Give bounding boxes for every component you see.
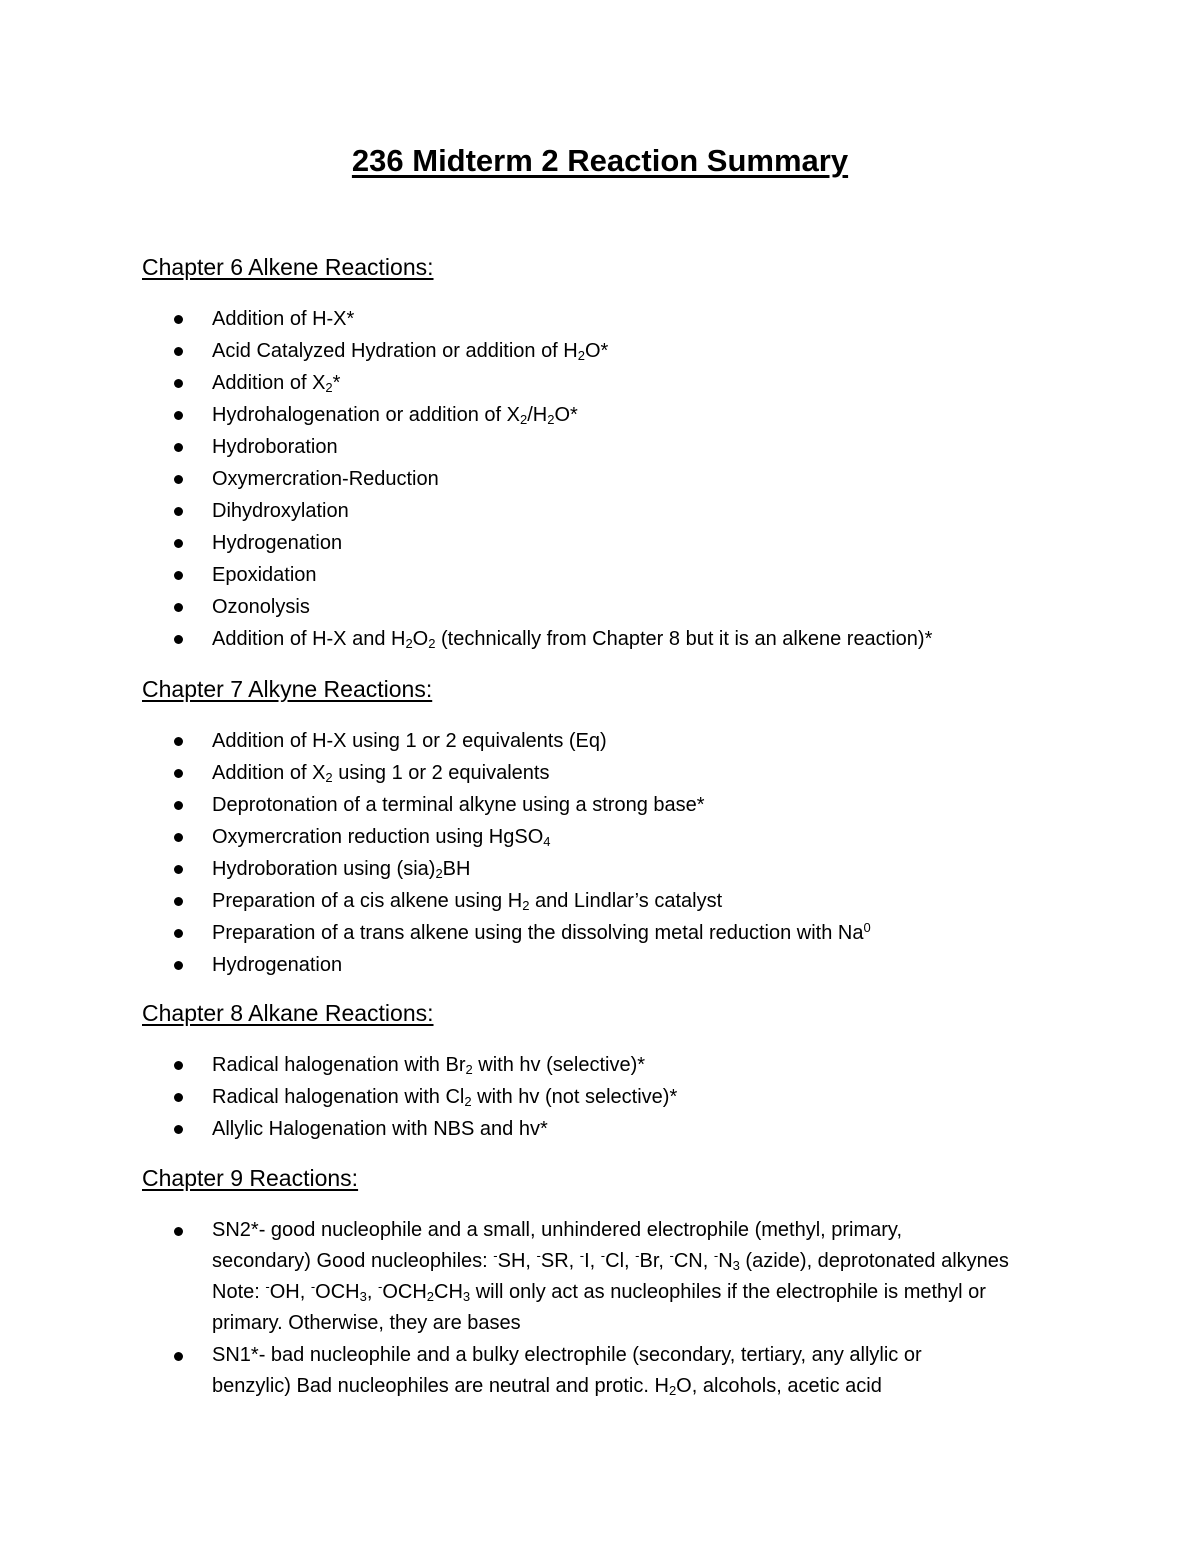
list-item: Radical halogenation with $Cl_2$ with hv (not selective)* [142, 1081, 1102, 1113]
list-item: Hydrogenation [142, 949, 1102, 981]
chapter-8-heading: Chapter 8 Alkane Reactions: [142, 1000, 434, 1026]
chapter-8-list [142, 1049, 1102, 1145]
list-item: Radical halogenation with $Br_2$ with hv (selective)* [142, 1049, 1102, 1081]
bullet-icon [174, 897, 183, 906]
bullet-icon [174, 801, 183, 810]
chapter-7-list [142, 725, 1102, 981]
list-item: Dihydroxylation [142, 495, 1102, 527]
list-item: Oxymercration-Reduction [142, 463, 1102, 495]
chapter-9-heading: Chapter 9 Reactions: [142, 1165, 359, 1191]
list-item: Hydroboration using $(sia)_2BH$ [142, 853, 1102, 885]
list-item: Preparation of a cis alkene using $H_2$ and Lindlar’s catalyst [142, 885, 1102, 917]
list-item: Addition of H-X* [142, 303, 1102, 335]
bullet-icon [174, 769, 183, 778]
bullet-icon [174, 571, 183, 580]
list-item: Acid Catalyzed Hydration or addition of $H_2O*$ [142, 335, 1102, 367]
bullet-icon [174, 635, 183, 644]
list-item: Addition of H-X using 1 or 2 equivalents (Eq) [142, 725, 1102, 757]
bullet-icon [174, 961, 183, 970]
list-item: Addition of H-X and $H_2O_2$ (technically from Chapter 8 but it is an alkene reaction)* [142, 623, 1102, 655]
page-title: 236 Midterm 2 Reaction Summary [351, 143, 849, 178]
bullet-icon [174, 379, 183, 388]
bullet-icon [174, 1352, 183, 1361]
bullet-icon [174, 1061, 183, 1070]
bullet-icon [174, 929, 183, 938]
chapter-6-list [142, 303, 1102, 655]
bullet-icon [174, 1227, 183, 1236]
bullet-icon [174, 865, 183, 874]
list-item: Ozonolysis [142, 591, 1102, 623]
list-item: Hydrogenation [142, 527, 1102, 559]
list-item-sn1: SN1*- bad nucleophile and a bulky electrophile (secondary, tertiary, any allylic or benzylic) Bad nucleophiles are neutral and protic. $H_2O$, alcohols, acetic acid [142, 1340, 1102, 1402]
list-item: Preparation of a trans alkene using the dissolving metal reduction with Na$^0$ [142, 917, 1102, 949]
bullet-icon [174, 603, 183, 612]
list-item: Oxymercration reduction using HgSO$_4$ [142, 821, 1102, 853]
bullet-icon [174, 475, 183, 484]
list-item: Epoxidation [142, 559, 1102, 591]
chapter-9-list [142, 1215, 1102, 1402]
bullet-icon [174, 539, 183, 548]
list-item: Allylic Halogenation with NBS and hv* [142, 1113, 1102, 1145]
list-item: Hydroboration [142, 431, 1102, 463]
bullet-icon [174, 443, 183, 452]
bullet-icon [174, 347, 183, 356]
bullet-icon [174, 1125, 183, 1134]
list-item: Hydrohalogenation or addition of $X_2/H_2O*$ [142, 399, 1102, 431]
list-item: Addition of $X_2$ using 1 or 2 equivalents [142, 757, 1102, 789]
bullet-icon [174, 315, 183, 324]
list-item: Deprotonation of a terminal alkyne using a strong base* [142, 789, 1102, 821]
chapter-7-heading: Chapter 7 Alkyne Reactions: [142, 676, 433, 702]
chapter-6-heading: Chapter 6 Alkene Reactions: [142, 254, 434, 280]
list-item-sn2: SN2*- good nucleophile and a small, unhindered electrophile (methyl, primary, secondary) Good nucleophiles: -SH, -SR, -I, -Cl, -Br, -CN, $^-N_3$ (azide), deprotonated alkynes Note: -OH, $^-OCH_3$, $^-OCH_2CH_3$ will only act as nucleophiles if the electrophile is methyl or primary. Otherwise, they are bases [142, 1215, 1102, 1339]
bullet-icon [174, 833, 183, 842]
bullet-icon [174, 411, 183, 420]
bullet-icon [174, 507, 183, 516]
bullet-icon [174, 737, 183, 746]
list-item: Addition of $X_2*$ [142, 367, 1102, 399]
bullet-icon [174, 1093, 183, 1102]
